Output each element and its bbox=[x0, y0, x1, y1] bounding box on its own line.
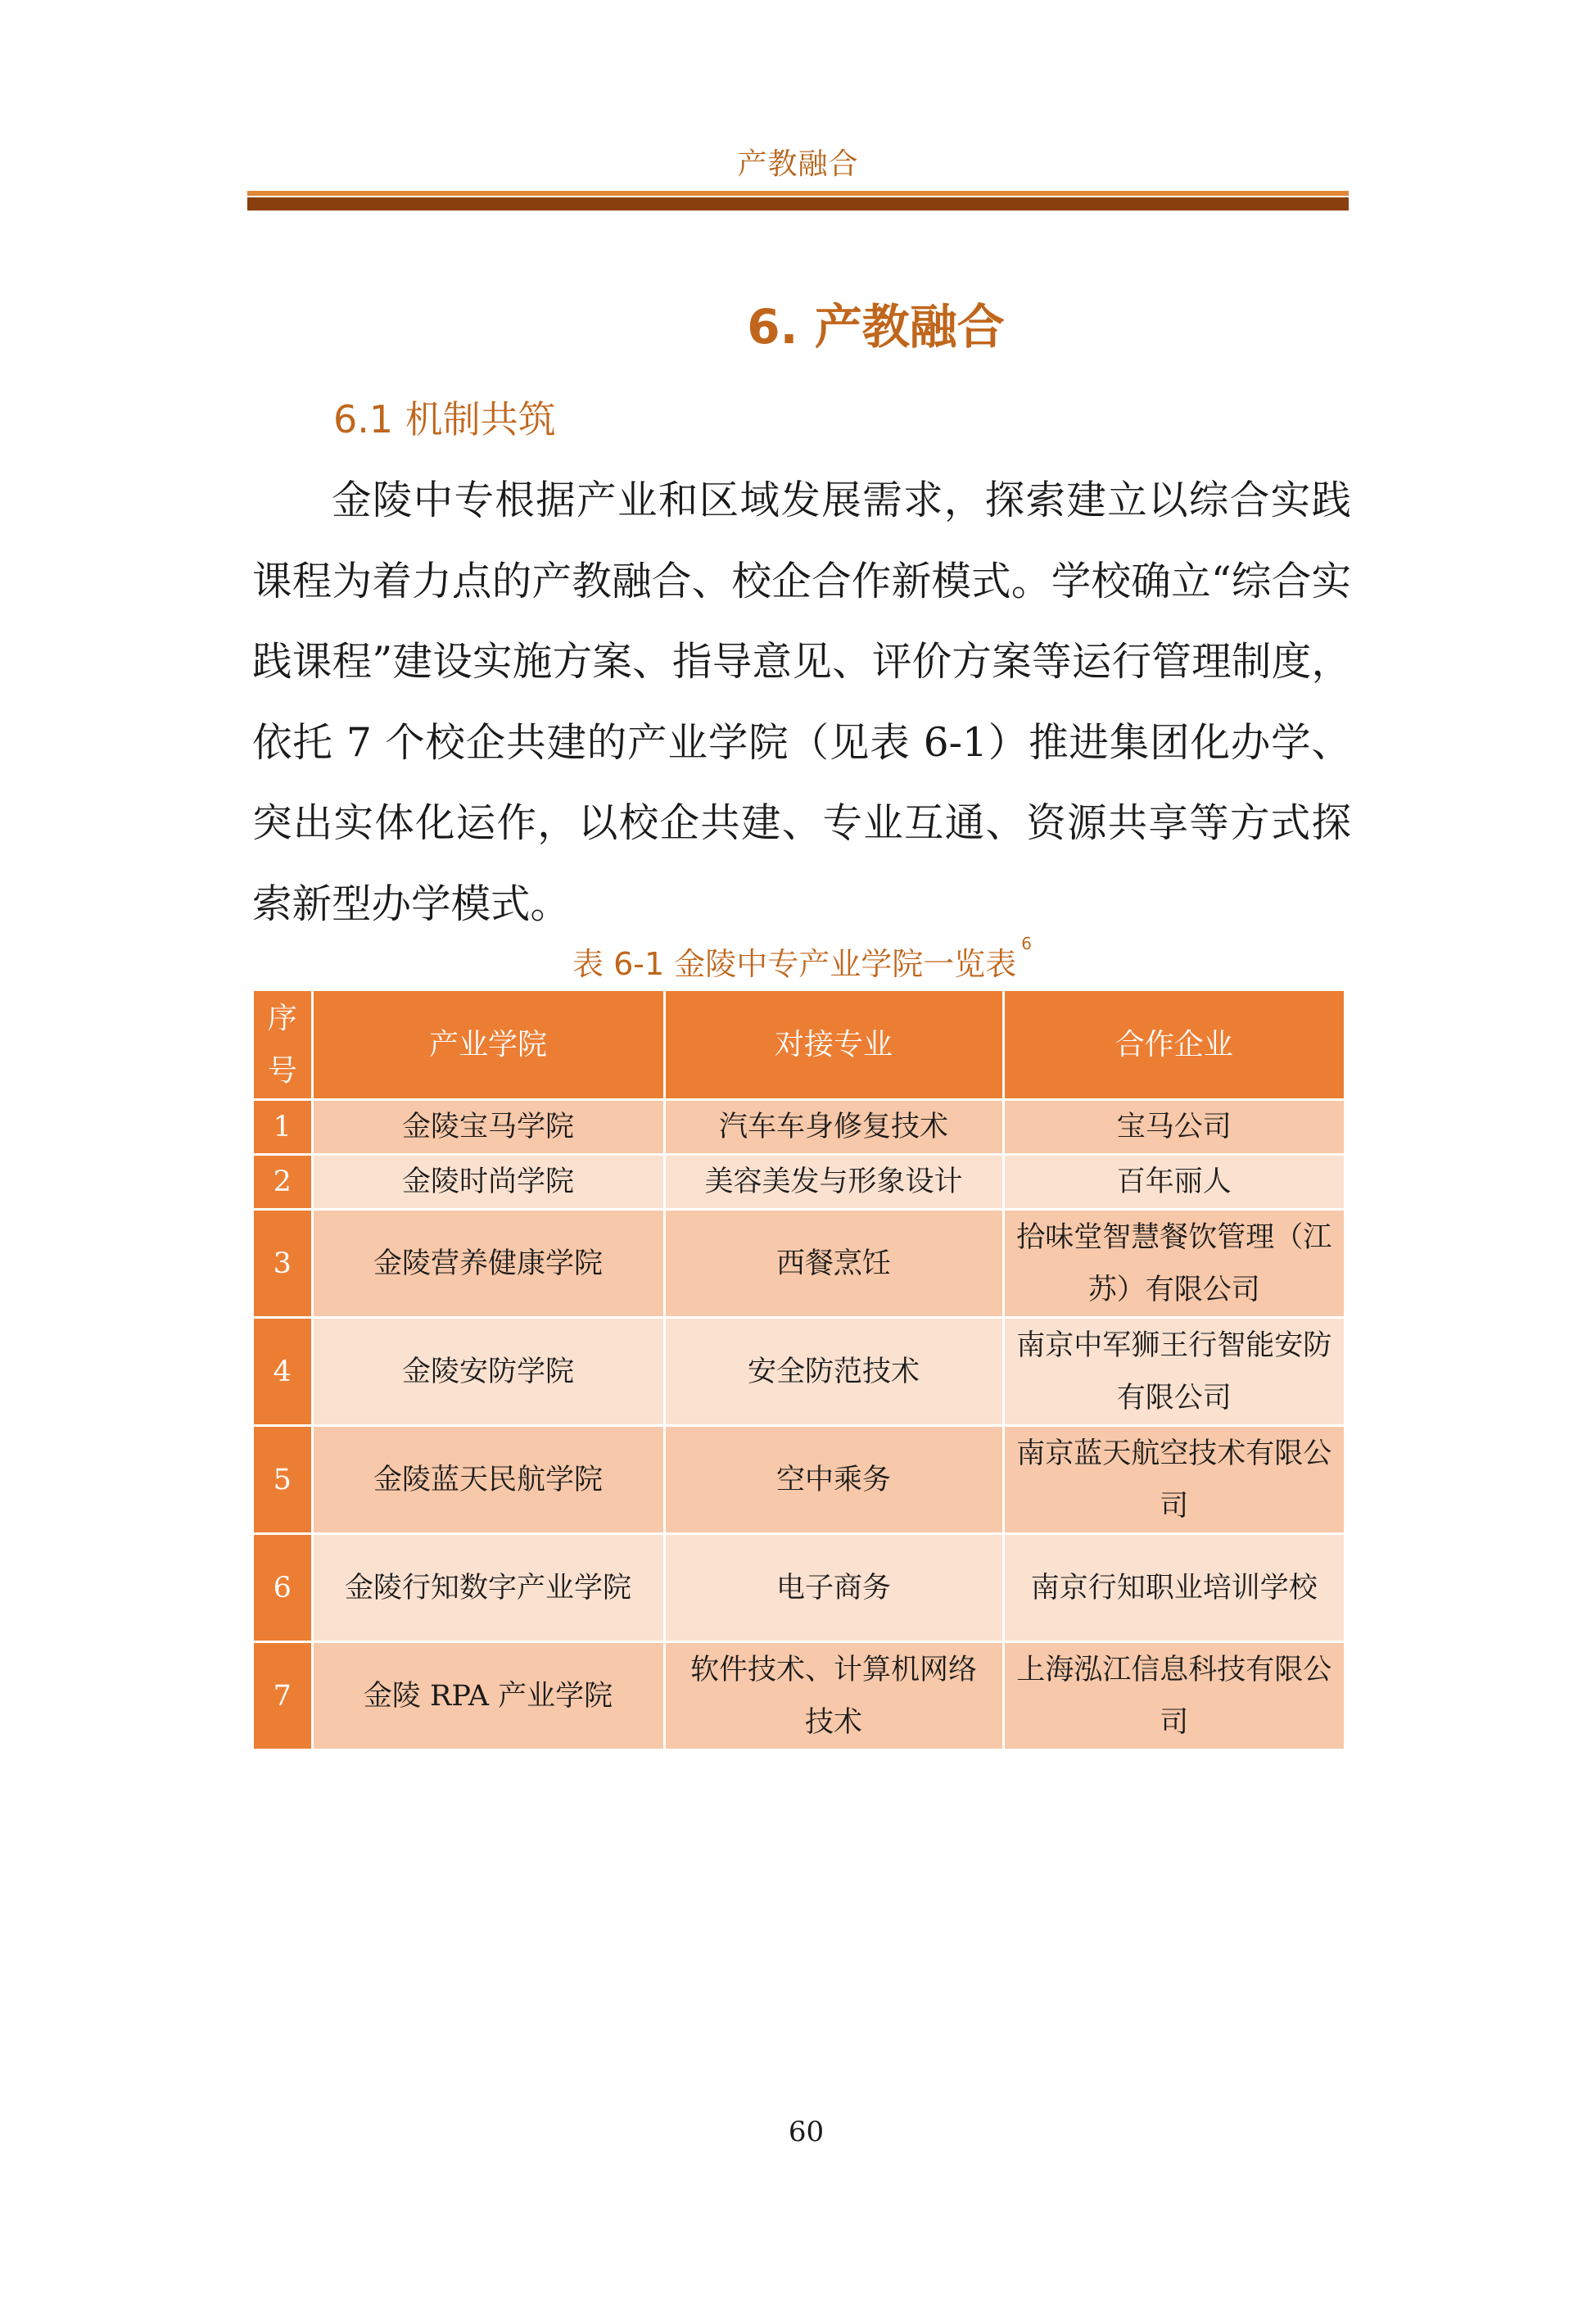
header-rule-thin bbox=[247, 191, 1349, 196]
college-cell: 金陵营养健康学院 bbox=[312, 1210, 664, 1318]
college-cell: 金陵宝马学院 bbox=[312, 1100, 664, 1155]
section-title: 6.1 机制共筑 bbox=[333, 397, 556, 441]
college-cell: 金陵时尚学院 bbox=[312, 1155, 664, 1210]
table-row bbox=[254, 1318, 1344, 1426]
partner-cell: 拾味堂智慧餐饮管理（江苏）有限公司 bbox=[1003, 1210, 1344, 1318]
running-header: 产教融合 bbox=[737, 147, 859, 181]
table-row bbox=[254, 1426, 1344, 1534]
college-cell: 金陵蓝天民航学院 bbox=[312, 1426, 664, 1534]
major-cell: 西餐烹饪 bbox=[664, 1210, 1003, 1318]
header-rule-thick bbox=[247, 197, 1349, 210]
page-number: 60 bbox=[788, 2116, 825, 2148]
major-cell: 软件技术、计算机网络技术 bbox=[664, 1642, 1003, 1749]
table-header-row bbox=[254, 991, 1344, 1100]
partner-cell: 南京行知职业培训学校 bbox=[1003, 1534, 1344, 1642]
table-row bbox=[254, 1534, 1344, 1642]
partner-cell: 南京中军狮王行智能安防有限公司 bbox=[1003, 1318, 1344, 1426]
table-row bbox=[254, 1155, 1344, 1210]
industry-college-table bbox=[254, 991, 1344, 1749]
header-major: 对接专业 bbox=[664, 991, 1003, 1100]
body-paragraph: 金陵中专根据产业和区域发展需求，探索建立以综合实践课程为着力点的产教融合、校企合作新模式。学校确立“综合实践课程”建设实施方案、指导意见、评价方案等运行管理制度，依托 7 个校企共建的产业学院（见表 6-1）推进集团化办学、突出实体化运作，以校企共建、专业互通、资源共享等方式探索新型办学模式。 bbox=[252, 478, 1351, 927]
header-partner: 合作企业 bbox=[1003, 991, 1344, 1100]
footnote-mark: 6 bbox=[1021, 934, 1032, 953]
table-row bbox=[254, 1100, 1344, 1155]
major-cell: 汽车车身修复技术 bbox=[664, 1100, 1003, 1155]
college-cell: 金陵行知数字产业学院 bbox=[312, 1534, 664, 1642]
header-index: 序号 bbox=[254, 991, 312, 1100]
chapter-title: 6. 产教融合 bbox=[747, 299, 1005, 355]
row-index: 1 bbox=[254, 1100, 312, 1155]
table-row bbox=[254, 1210, 1344, 1318]
partner-cell: 南京蓝天航空技术有限公司 bbox=[1003, 1426, 1344, 1534]
table-caption-text: 表 6-1 金陵中专产业学院一览表 bbox=[572, 946, 1017, 982]
major-cell: 电子商务 bbox=[664, 1534, 1003, 1642]
row-index: 4 bbox=[254, 1318, 312, 1426]
major-cell: 美容美发与形象设计 bbox=[664, 1155, 1003, 1210]
header-college: 产业学院 bbox=[312, 991, 664, 1100]
partner-cell: 上海泓江信息科技有限公司 bbox=[1003, 1642, 1344, 1749]
table-caption bbox=[247, 934, 1349, 984]
row-index: 5 bbox=[254, 1426, 312, 1534]
major-cell: 空中乘务 bbox=[664, 1426, 1003, 1534]
table-row bbox=[254, 1642, 1344, 1749]
row-index: 3 bbox=[254, 1210, 312, 1318]
partner-cell: 百年丽人 bbox=[1003, 1155, 1344, 1210]
partner-cell: 宝马公司 bbox=[1003, 1100, 1344, 1155]
row-index: 7 bbox=[254, 1642, 312, 1749]
college-cell: 金陵安防学院 bbox=[312, 1318, 664, 1426]
college-cell: 金陵 RPA 产业学院 bbox=[312, 1642, 664, 1749]
major-cell: 安全防范技术 bbox=[664, 1318, 1003, 1426]
row-index: 2 bbox=[254, 1155, 312, 1210]
row-index: 6 bbox=[254, 1534, 312, 1642]
